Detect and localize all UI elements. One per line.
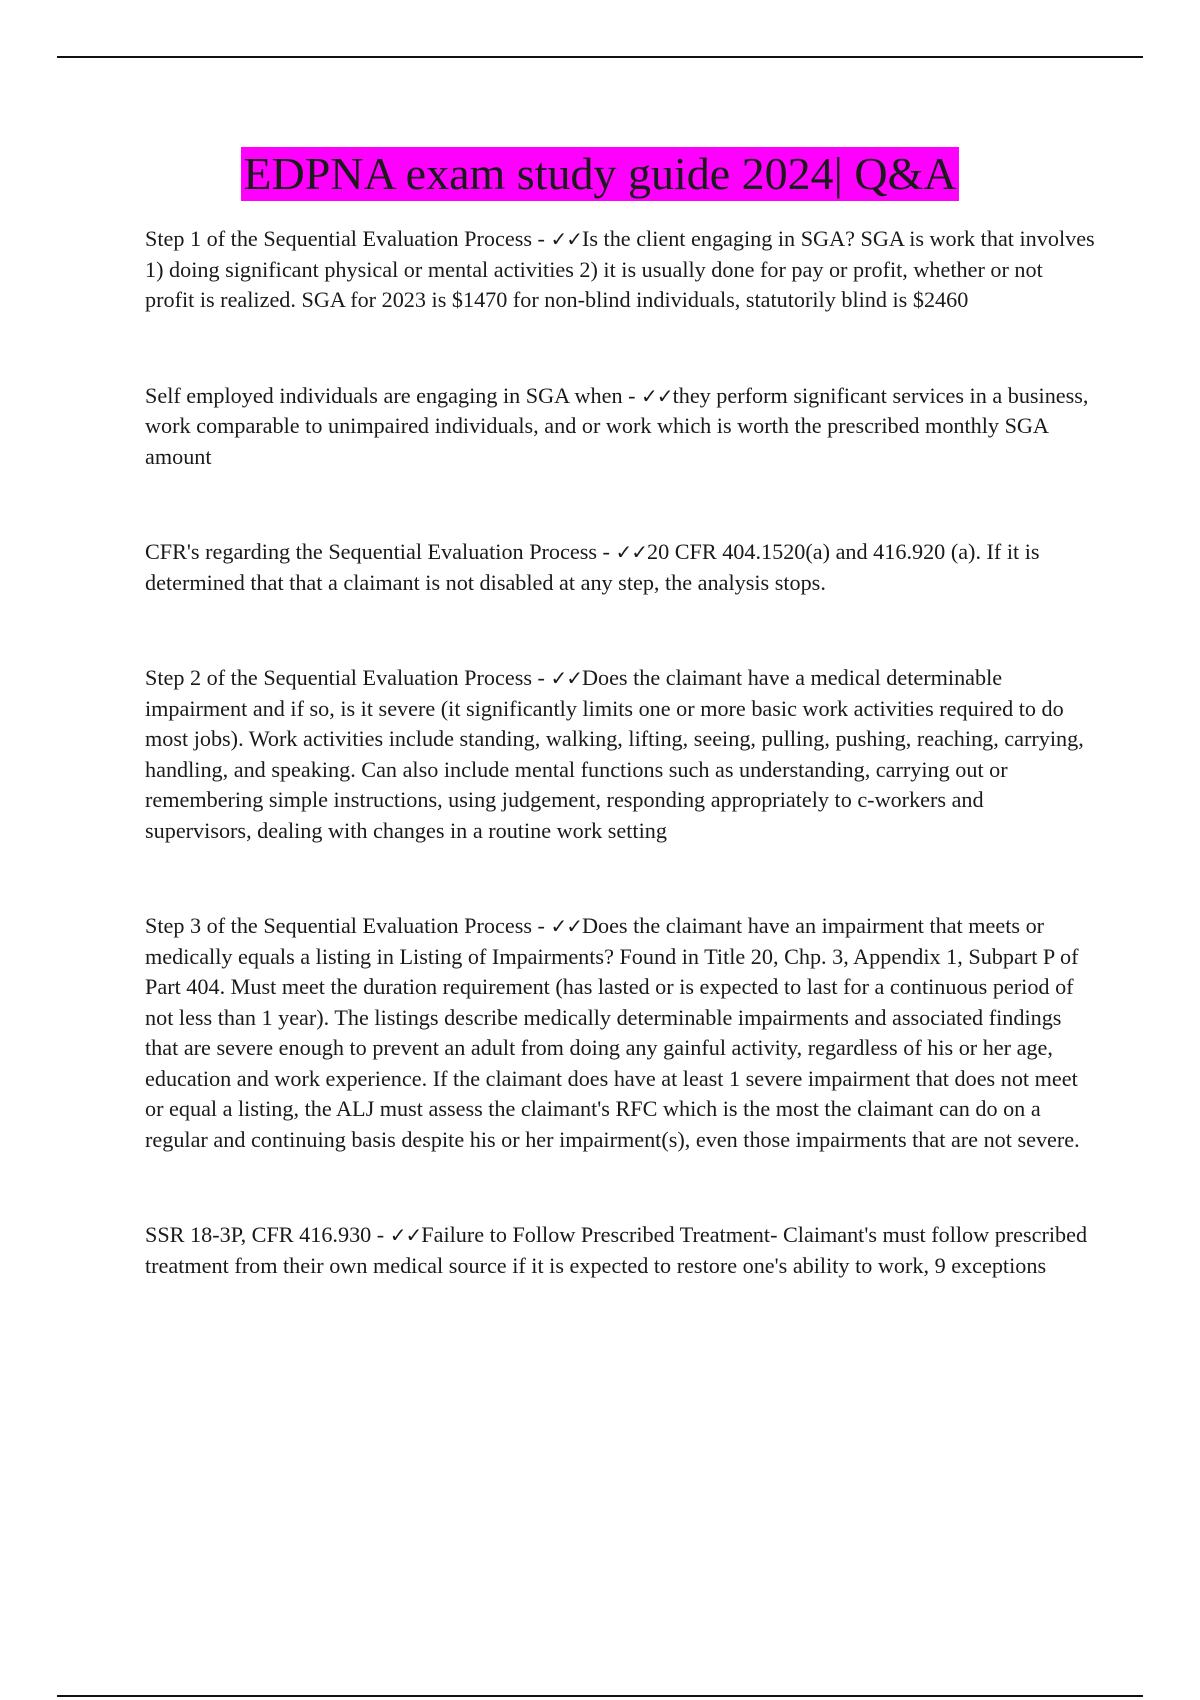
qa-question: Step 1 of the Sequential Evaluation Process - (145, 226, 551, 251)
qa-entry (145, 224, 1095, 316)
qa-answer: Does the claimant have an impairment that meets or medically equals a listing in Listing of Impairments? Found in Title 20, Chp. 3, Appendix 1, Subpart P of Part 404. Must meet the duration requirement (has lasted or is expected to last for a continuous period of not less than 1 year). The listings describe medically determinable impairments and associated findings that are severe enough to prevent an adult from doing any gainful activity, regardless of his or her age, education and work experience. If the claimant does have at least 1 severe impairment that does not meet or equal a listing, the ALJ must assess the claimant's RFC which is the most the claimant can do on a regular and continuing basis despite his or her impairment(s), even those impairments that are not severe. (145, 913, 1080, 1152)
double-check-icon: ✓✓ (615, 540, 647, 564)
qa-question: Step 2 of the Sequential Evaluation Process - (145, 665, 551, 690)
qa-answer: Does the claimant have a medical determinable impairment and if so, is it severe (it significantly limits one or more basic work activities required to do most jobs). Work activities include standing, walking, lifting, seeing, pulling, pushing, reaching, carrying, handling, and speaking. Can also include mental functions such as understanding, carrying out or remembering simple instructions, using judgement, responding appropriately to c-workers and supervisors, dealing with changes in a routine work setting (145, 665, 1084, 843)
qa-entry (145, 537, 1095, 598)
double-check-icon: ✓✓ (550, 666, 582, 690)
double-check-icon: ✓✓ (641, 383, 673, 408)
qa-question: Step 3 of the Sequential Evaluation Process - (145, 913, 551, 938)
qa-question: Self employed individuals are engaging in SGA when - (145, 382, 642, 408)
qa-entry (145, 381, 1095, 473)
double-check-icon: ✓✓ (550, 227, 582, 251)
document-title: EDPNA exam study guide 2024| Q&A (243, 148, 957, 199)
qa-answer: Failure to Follow Prescribed Treatment- Claimant's must follow prescribed treatment from their own medical source if it is expected to restore one's ability to work, 9 exceptions (145, 1222, 1088, 1278)
qa-question: SSR 18-3P, CFR 416.930 - (145, 1222, 390, 1247)
double-check-icon: ✓✓ (389, 1223, 422, 1247)
qa-entry (145, 1220, 1095, 1281)
qa-list (145, 224, 1095, 1281)
double-check-icon: ✓✓ (550, 914, 582, 938)
qa-entry (145, 663, 1095, 846)
top-rule (57, 56, 1143, 58)
bottom-rule (57, 1695, 1143, 1697)
qa-entry (145, 911, 1095, 1155)
title-container (0, 147, 1200, 201)
qa-answer: 20 CFR 404.1520(a) and 416.920 (a). If it is determined that that a claimant is not disabled at any step, the analysis stops. (145, 539, 1040, 595)
qa-question: CFR's regarding the Sequential Evaluation Process - (145, 539, 616, 564)
qa-answer: they perform significant services in a business, work comparable to unimpaired individuals, and or work which is worth the prescribed monthly SGA amount (145, 382, 1089, 469)
qa-answer: Is the client engaging in SGA? SGA is work that involves 1) doing significant physical or mental activities 2) it is usually done for pay or profit, whether or not profit is realized. SGA for 2023 is $1470 for non-blind individuals, statutorily blind is $2460 (145, 226, 1095, 312)
